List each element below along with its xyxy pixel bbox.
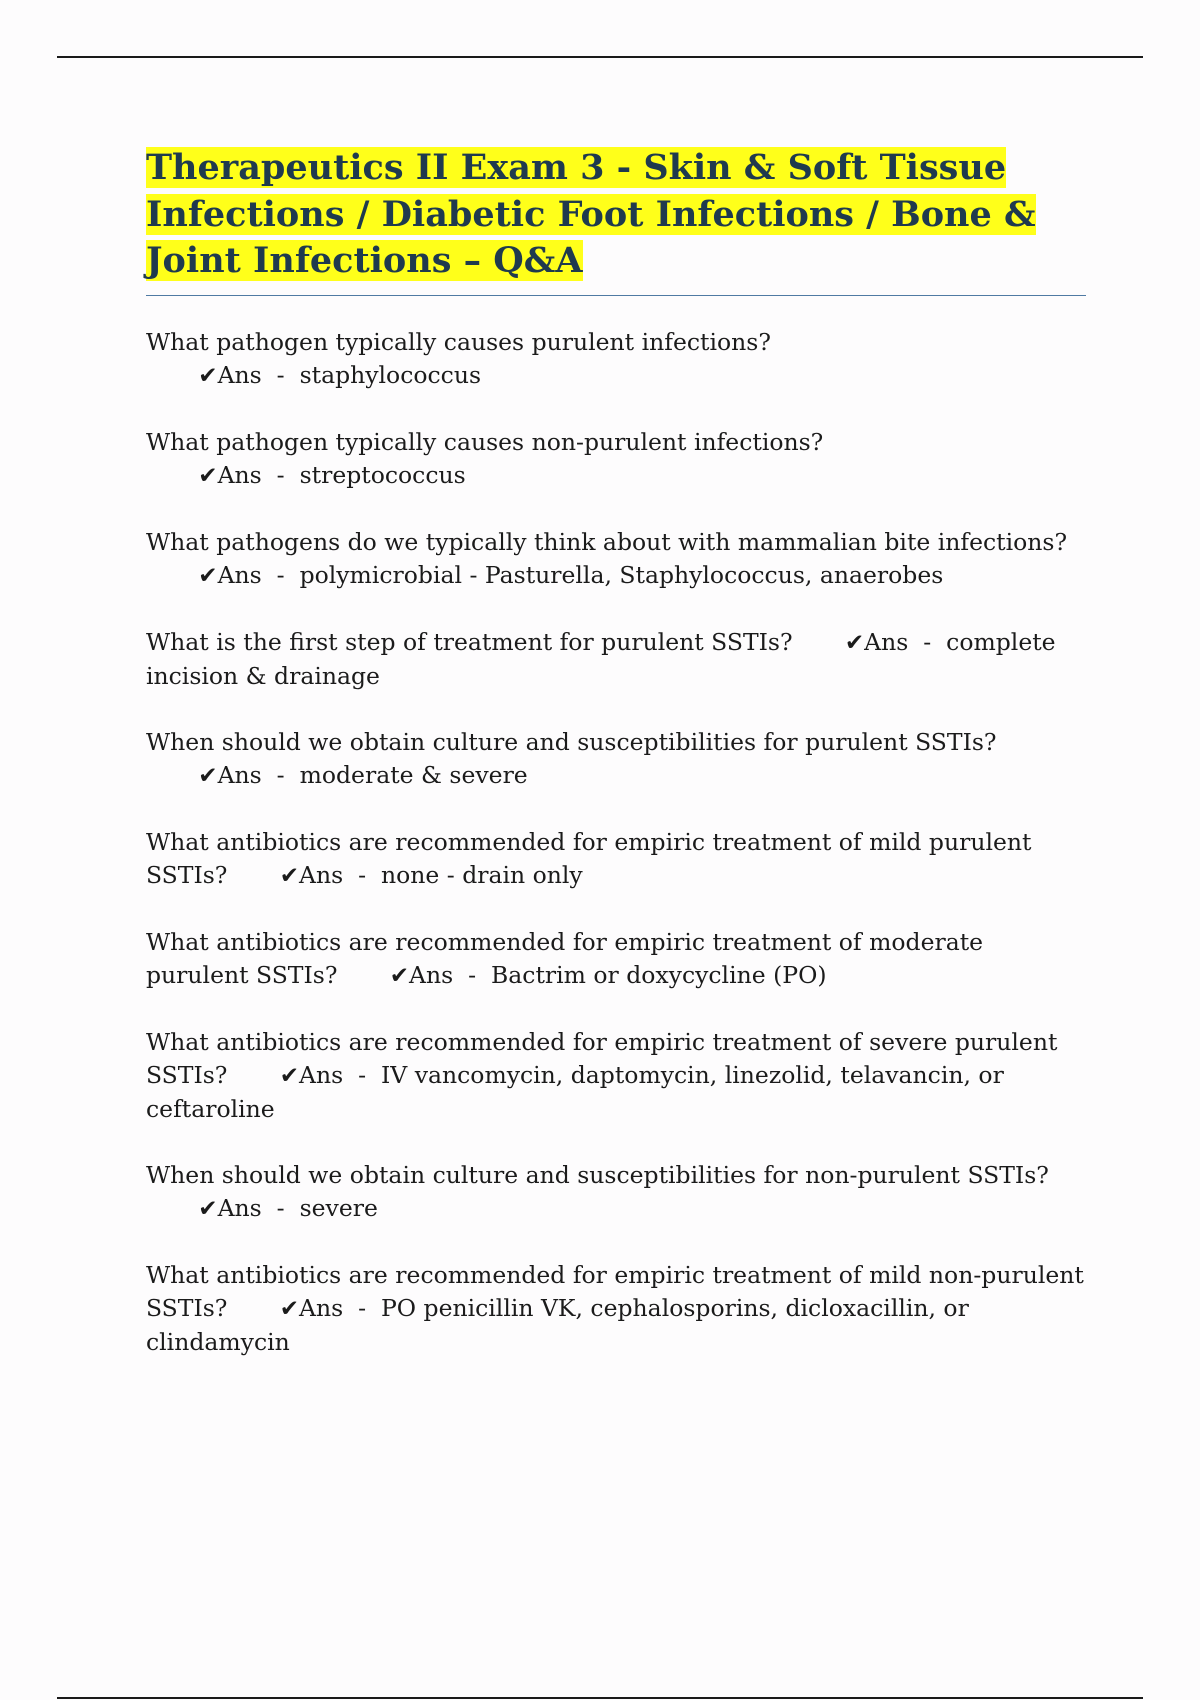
answer-text: Bactrim or doxycycline (PO) [491, 960, 827, 989]
qa-item [146, 1159, 1086, 1226]
check-icon: ✔ [198, 362, 218, 389]
check-icon: ✔ [279, 1062, 299, 1089]
answer-prefix: Ans - [217, 460, 300, 489]
answer-text: streptococcus [299, 460, 466, 489]
answer-text: none - drain only [380, 860, 583, 889]
page-bottom-rule [57, 1697, 1143, 1699]
document-content [146, 145, 1086, 1392]
qa-item [146, 926, 1086, 993]
check-icon: ✔ [844, 629, 865, 656]
title-highlight: Therapeutics II Exam 3 - Skin & Soft Tissue Infections / Diabetic Foot Infections / Bone & Joint Infections – Q&A [146, 147, 1036, 281]
document-title [146, 145, 1086, 296]
answer-prefix: Ans - [409, 960, 491, 989]
answer-prefix: Ans - [217, 1193, 300, 1222]
qa-list [146, 326, 1086, 1359]
qa-item [146, 1259, 1086, 1359]
answer-text: moderate & severe [299, 760, 528, 789]
question-text: What pathogens do we typically think about with mammalian bite infections? [146, 527, 1068, 556]
answer-text: IV vancomycin, daptomycin, linezolid, telavancin, or ceftaroline [146, 1060, 1004, 1123]
check-icon: ✔ [279, 862, 299, 889]
check-icon: ✔ [198, 562, 218, 589]
answer-text: complete incision & drainage [146, 627, 1056, 690]
qa-item [146, 426, 1086, 493]
qa-item [146, 726, 1086, 793]
question-text: What is the first step of treatment for purulent SSTIs? [146, 627, 793, 656]
answer-text: polymicrobial - Pasturella, Staphylococcus, anaerobes [299, 560, 944, 589]
check-icon: ✔ [198, 462, 218, 489]
answer-text: severe [299, 1193, 378, 1222]
question-text: When should we obtain culture and susceptibilities for non-purulent SSTIs? [146, 1160, 1049, 1189]
question-text: What antibiotics are recommended for empiric treatment of mild non-purulent SSTIs? [146, 1260, 1084, 1322]
question-text: What pathogen typically causes non-purulent infections? [146, 427, 824, 456]
answer-prefix: Ans - [298, 860, 381, 889]
answer-prefix: Ans - [217, 560, 300, 589]
answer-prefix: Ans - [217, 360, 300, 389]
qa-item [146, 326, 1086, 393]
check-icon: ✔ [198, 1195, 218, 1222]
check-icon: ✔ [389, 962, 409, 989]
qa-item [146, 626, 1086, 693]
question-text: What antibiotics are recommended for empiric treatment of mild purulent SSTIs? [146, 827, 1032, 889]
answer-text: PO penicillin VK, cephalosporins, dicloxacillin, or clindamycin [146, 1293, 969, 1356]
qa-item [146, 826, 1086, 893]
answer-text: staphylococcus [299, 360, 482, 389]
check-icon: ✔ [198, 762, 218, 789]
qa-item [146, 1026, 1086, 1126]
answer-prefix: Ans - [217, 760, 300, 789]
question-text: What antibiotics are recommended for empiric treatment of severe purulent SSTIs? [146, 1027, 1058, 1089]
qa-item [146, 526, 1086, 593]
answer-prefix: Ans - [864, 627, 947, 656]
answer-prefix: Ans - [298, 1060, 381, 1089]
question-text: What pathogen typically causes purulent infections? [146, 327, 771, 356]
question-text: When should we obtain culture and susceptibilities for purulent SSTIs? [146, 727, 997, 756]
answer-prefix: Ans - [298, 1293, 381, 1322]
page-top-rule [57, 56, 1143, 58]
check-icon: ✔ [279, 1295, 299, 1322]
question-text: What antibiotics are recommended for empiric treatment of moderate purulent SSTIs? [146, 927, 984, 989]
